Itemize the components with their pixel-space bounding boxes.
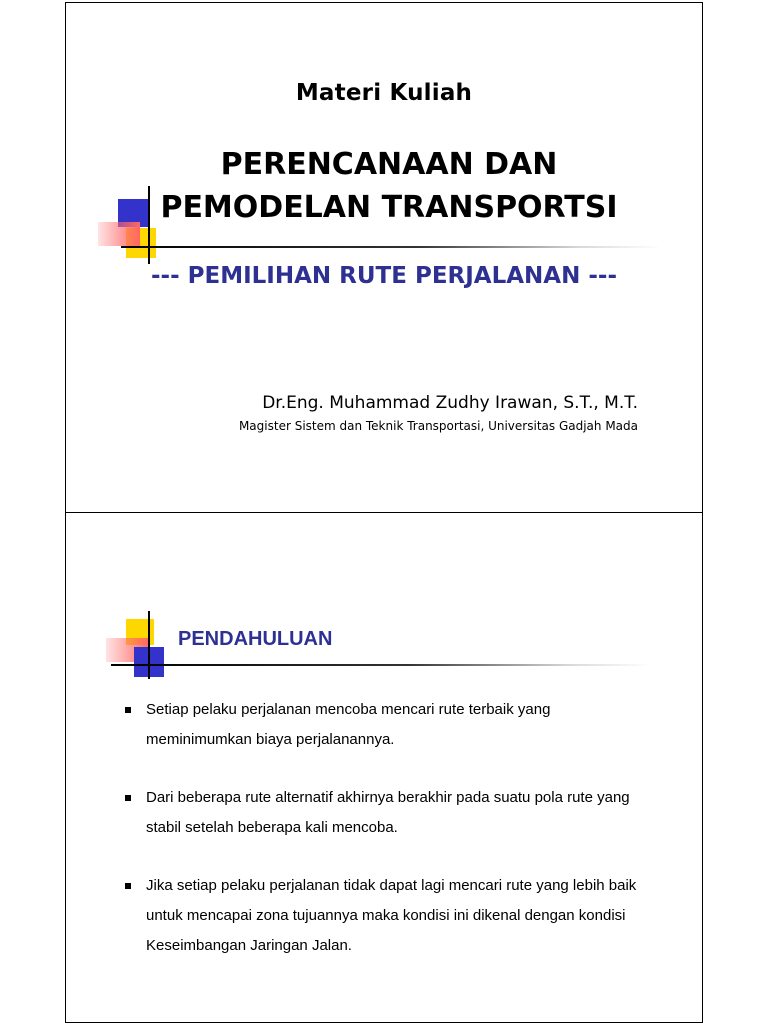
lecture-topic: --- PEMILIHAN RUTE PERJALANAN --- bbox=[150, 263, 617, 289]
list-item bbox=[122, 871, 642, 961]
list-item bbox=[122, 783, 642, 843]
author-affiliation: Magister Sistem dan Teknik Transportasi, Universitas Gadjah Mada bbox=[238, 419, 638, 433]
author-name: Dr.Eng. Muhammad Zudhy Irawan, S.T., M.T. bbox=[262, 393, 638, 413]
content-slide bbox=[65, 512, 703, 1023]
course-title-line1: PERENCANAAN DAN bbox=[220, 147, 558, 182]
decorative-squares-icon bbox=[98, 186, 168, 266]
bullet-square-icon bbox=[125, 707, 131, 713]
course-subtitle: Materi Kuliah bbox=[295, 80, 473, 106]
bullet-text: Jika setiap pelaku perjalanan tidak dapat lagi mencari rute yang lebih baik untuk mencapai zona tujuannya maka kondisi ini dikenal dengan kondisi Keseimbangan Jaringan Jalan. bbox=[146, 877, 637, 954]
title-slide bbox=[65, 2, 703, 513]
course-title-line2: PEMODELAN TRANSPORTSI bbox=[160, 190, 618, 225]
section-divider bbox=[111, 664, 651, 666]
bullet-text: Setiap pelaku perjalanan mencoba mencari rute terbaik yang meminimumkan biaya perjalanannya. bbox=[146, 701, 551, 748]
bullet-square-icon bbox=[125, 883, 131, 889]
list-item bbox=[122, 695, 642, 755]
bullet-square-icon bbox=[125, 795, 131, 801]
bullet-text: Dari beberapa rute alternatif akhirnya berakhir pada suatu pola rute yang stabil setelah beberapa kali mencoba. bbox=[146, 789, 630, 836]
title-divider bbox=[121, 246, 661, 248]
bullet-list bbox=[122, 695, 642, 989]
decorative-squares-icon bbox=[106, 611, 176, 679]
section-title: PENDAHULUAN bbox=[178, 628, 333, 650]
